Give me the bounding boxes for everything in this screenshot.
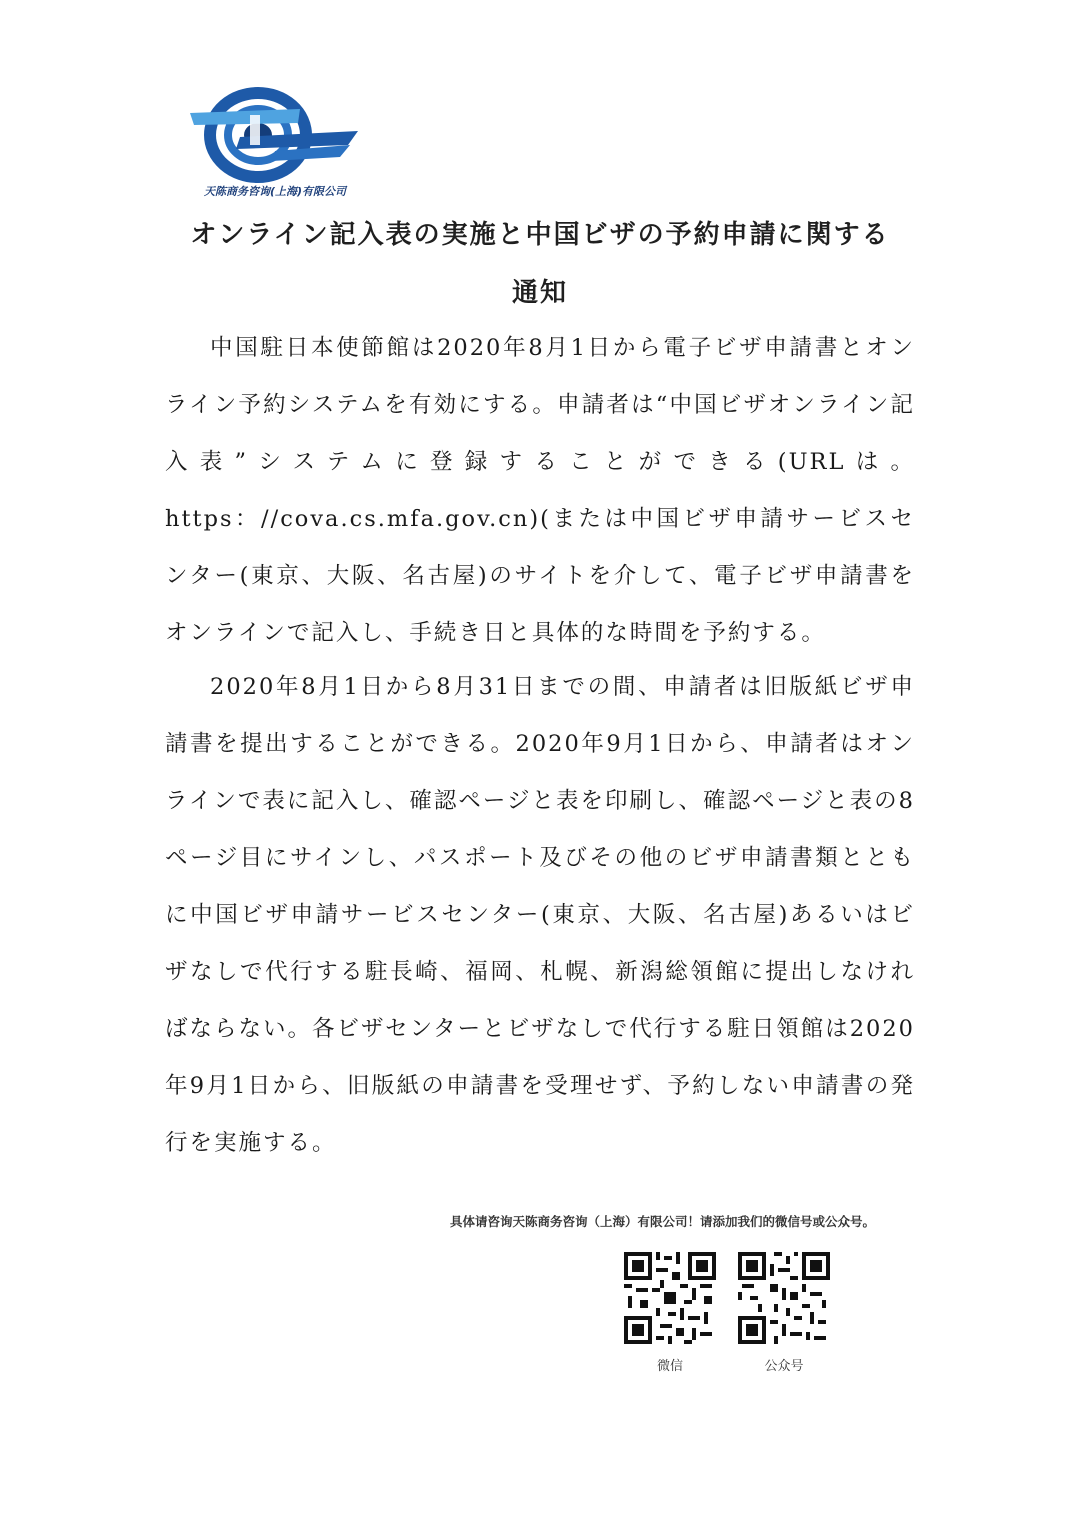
public-account-qr-code-icon[interactable]	[738, 1252, 830, 1344]
company-globe-logo-icon	[180, 85, 370, 185]
notice-title: オンライン記入表の実施と中国ビザの予約申請に関する	[190, 220, 890, 250]
notice-title-continued: 通知	[511, 278, 568, 308]
public-account-qr-label: 公众号	[764, 1359, 804, 1374]
body-paragraph-2: 2020年8月1日から8月31日までの間、申請者は旧版紙ビザ申請書を提出することができる。2020年9月1日から、申請者はオンラインで表に記入し、確認ページと表を印刷し、確認ページと表の8ページ目にサインし、パスポート及びその他のビザ申請書類とともに中国ビザ申請サービスセンター(東京、大阪、名古屋)あるいはビザなしで代行する駐長崎、福岡、札幌、新潟総領館に提出しなければならない。各ビザセンターとビザなしで代行する駐日領館は2020年9月1日から、旧版紙の申請書を受理せず、予約しない申請書の発行を実施する。	[165, 674, 915, 1156]
body-paragraph-1: 中国駐日本使節館は2020年8月1日から電子ビザ申請書とオンライン予約システムを有効にする。申請者は“中国ビザオンライン記入表”システムに登録することができる(URLは。https：//cova.cs.mfa.gov.cn)(または中国ビザ申請サービスセンター(東京、大阪、名古屋)のサイトを介して、電子ビザ申請書をオンラインで記入し、手続き日と具体的な時間を予約する。	[165, 335, 915, 646]
contact-note: 具体请咨询天陈商务咨询（上海）有限公司！请添加我们的微信号或公众号。	[450, 1214, 876, 1229]
wechat-qr-code-icon[interactable]	[624, 1252, 716, 1344]
wechat-qr-label: 微信	[656, 1359, 683, 1374]
logo-caption: 天陈商务咨询(上海)有限公司	[203, 185, 347, 198]
company-logo	[180, 85, 370, 205]
